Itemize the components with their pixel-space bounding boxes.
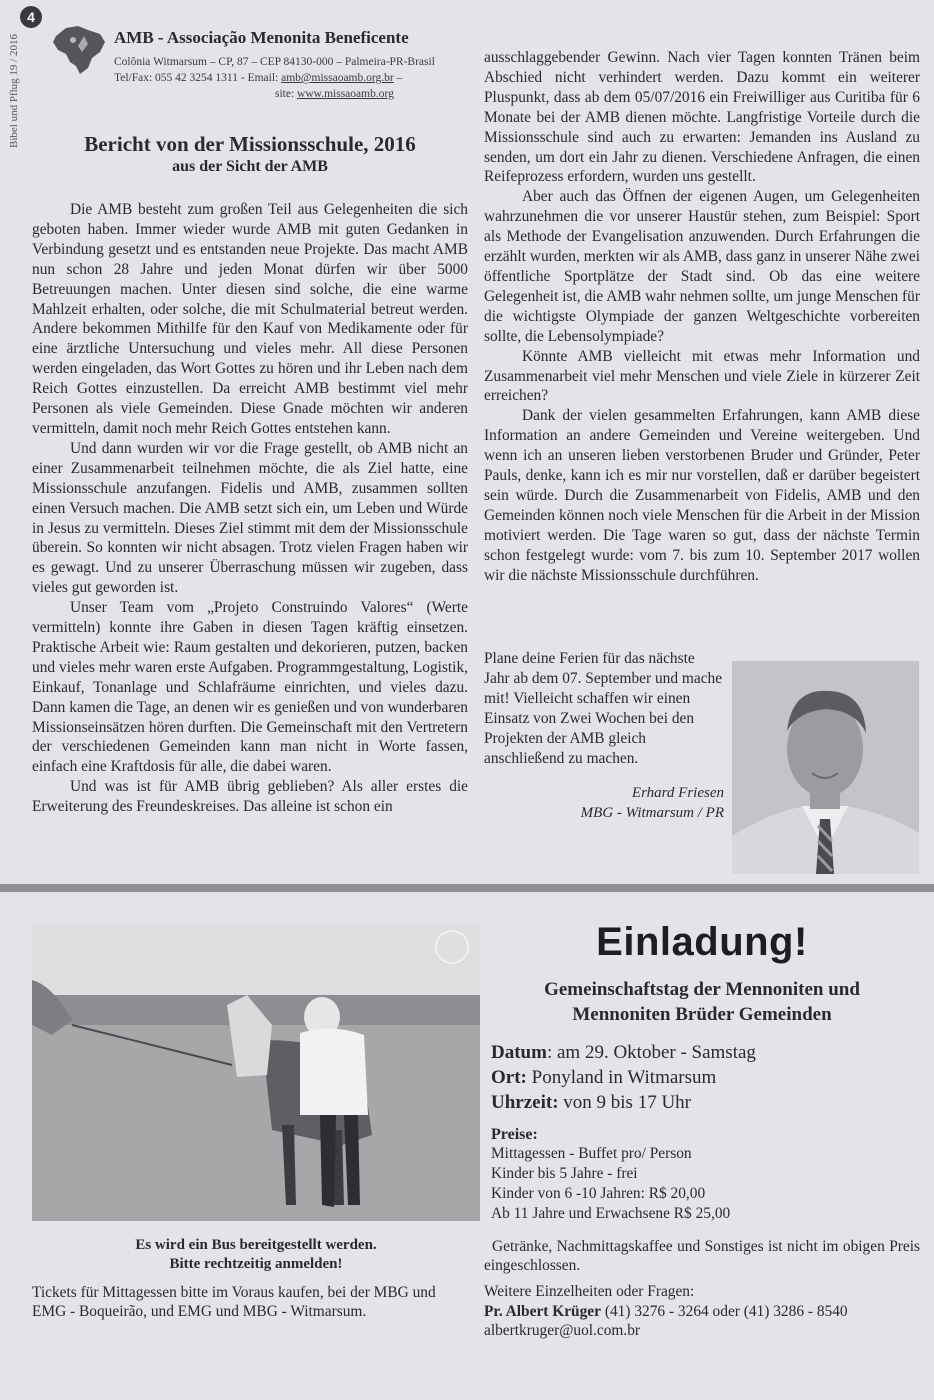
contact-line	[484, 1303, 848, 1321]
price-item: Kinder bis 5 Jahre - frei	[491, 1165, 638, 1182]
site-prefix: site:	[275, 88, 298, 100]
paragraph: Könnte AMB vielleicht mit etwas mehr Information und Zusammenarbeit viel mehr Menschen und viele Ziele in kürzerer Zeit erreichen?	[484, 347, 920, 405]
paragraph: Und was ist für AMB übrig geblieben? Als aller erstes die Erweiterung des Freundeskreises. Das alleine ist schon ein	[32, 778, 468, 816]
event-place	[491, 1067, 716, 1089]
invitation-heading: Einladung!	[596, 920, 808, 964]
paragraph: Die AMB besteht zum großen Teil aus Gelegenheiten die sich geboten haben. Immer wieder wurde AMB mit guten Gedanken in Verbindung gesetzt und es entstanden neue Projekte. Das macht AMB nun schon 28 Jahre und jeden Monat dürfen wir über 5000 Betreuungen machen. Unter diesen sind solche, die eine warme Mahlzeit erhalten, oder solche, die mit Schulmaterial betreut werden. Andere bekommen Mithilfe für den Kauf von Medikamente oder für eine ärztliche Untersuchung und vieles mehr. All diese Personen werden eingeladen, das Wort Gottes zu hören und ihr Leben nach dem Reich Gottes einzustellen. Da erreicht AMB bestimmt viel mehr Personen als viele Gemeinden. Diese Gnade möchten wir anderen vermitteln, damit noch mehr Reich Gottes entstehen kann.	[32, 201, 468, 437]
date-label: Datum	[491, 1042, 547, 1063]
paragraph: ausschlaggebender Gewinn. Nach vier Tagen konnten Tränen beim Abschied nicht verhindert werden. Dazu kommt ein weiterer Pluspunkt, dass ab dem 05/07/2016 ein Freiwilliger aus Curitiba für 6 Monate bei der AMB dienen möchte. Langfristige Vorteile durch die Missionsschule sind auch zu erwarten: Jemanden ins Ausland zu senden, um dort ein Jahr zu dienen. Verschiedene Anfragen, die einen Reifeprozess erfordern, wurden uns gestellt.	[484, 49, 920, 186]
invitation-subheading-1: Gemeinschaftstag der Mennoniten und	[544, 979, 860, 1000]
event-time	[491, 1092, 691, 1114]
time-value: von 9 bis 17 Uhr	[558, 1092, 692, 1113]
prices-note: Getränke, Nachmittagskaffee und Sonstiges ist nicht im obigen Preis eingeschlossen.	[484, 1238, 920, 1274]
page-number: 4	[20, 6, 42, 28]
article-subtitle: aus der Sicht der AMB	[172, 158, 328, 175]
place-label: Ort:	[491, 1067, 527, 1088]
event-date	[491, 1042, 756, 1064]
section-divider	[0, 884, 934, 892]
bus-notice-line2: Bitte rechtzeitig anmelden!	[169, 1256, 343, 1272]
contact-phones: (41) 3276 - 3264 oder (41) 3286 - 8540	[600, 1303, 848, 1320]
paragraph: Dank der vielen gesammelten Erfahrungen, kann AMB diese Information an andere Gemeinden und Vereine weitergeben. Und wenn ich an unseren lieben verstorbenen Bruder und Gründer, Peter Pauls, denke, kann ich es mir nur vorstellen, daß er darüber begeistert sein würde. Durch die Zusammenarbeit von Fidelis, AMB und den Gemeinden können noch viele Menschen für die Arbeit in der Mission motiviert werden. Die Tage waren so gut, dass der nächste Termin schon festgelegt wurde: vom 7. bis zum 10. September 2017 wollen wir die nächste Missionsschule durchführen.	[484, 407, 920, 584]
price-item: Kinder von 6 -10 Jahren: R$ 20,00	[491, 1185, 706, 1202]
place-value: Ponyland in Witmarsum	[526, 1067, 717, 1088]
author-portrait	[732, 661, 919, 874]
bus-notice-line1: Es wird ein Bus bereitgestellt werden.	[135, 1237, 377, 1253]
org-contact	[114, 72, 402, 84]
price-item: Mittagessen - Buffet pro/ Person	[491, 1145, 692, 1162]
author-affiliation: MBG - Witmarsum / PR	[580, 805, 724, 821]
closing-text: Plane deine Ferien für das nächste Jahr ab dem 07. September und mache mit! Vielleicht schaffen wir einen Einsatz von Zwei Wochen bei den Projekten der AMB gleich anschließend zu machen.	[484, 650, 723, 767]
org-site	[275, 88, 394, 100]
date-value: : am 29. Oktober - Samstag	[546, 1042, 756, 1063]
running-title	[2, 30, 22, 150]
running-title-text: Bibel und Pflug 19 / 2016	[8, 34, 20, 148]
author-name: Erhard Friesen	[631, 785, 724, 801]
contact-intro: Weitere Einzelheiten oder Fragen:	[484, 1283, 695, 1300]
paragraph: Aber auch das Öffnen der eigenen Augen, um Gelegenheiten wahrzunehmen die vor unserer Haustür stehen, zum Beispiel: Sport als Methode der Evangelisation anzuwenden. Durch Erfahrungen die erzählt wurden, merkten wir als AMB, dass ganz in unserer Nähe zwei öffentliche Sportplätze der Stadt sind. Ob das eine weitere Gelegenheit ist, die AMB wahr nehmen sollte, um junge Menschen für die wichtigste Olympiade der ganzen Weltgeschichte vorbereiten sollte, die Lebensolympiade?	[484, 188, 920, 345]
contact-email[interactable]: albertkruger@uol.com.br	[484, 1322, 641, 1339]
article-title: Bericht von der Missionsschule, 2016	[84, 132, 416, 156]
price-item: Ab 11 Jahre und Erwachsene R$ 25,00	[491, 1205, 731, 1222]
invitation-subheading-2: Mennoniten Brüder Gemeinden	[572, 1004, 832, 1025]
pony-photo	[32, 925, 480, 1221]
contact-suffix: –	[393, 72, 403, 84]
paragraph: Und dann wurden wir vor die Frage gestellt, ob AMB nicht an einer Zusammenarbeit teilnehmen möchte, die als Ziel hatte, eine Missionsschule anzufangen. Fidelis und AMB, zusammen sollten einen Versuch machen. Die AMB setzt sich ein, um Leben und Würde in Jesus zu vermitteln. Dieses Ziel stimmt mit dem der Missionsschule überein. So konnten wir nicht absagen. Trotz vielen Fragen haben wir es gewagt. Und zu unserer Überraschung müssen wir zugeben, dass vieles gut geworden ist.	[32, 439, 468, 597]
amb-logo	[48, 22, 108, 77]
article-right-column	[484, 48, 920, 585]
tickets-note: Tickets für Mittagessen bitte im Voraus kaufen, bei der MBG und EMG - Boqueirão, und EMG und MBG - Witmarsum.	[32, 1284, 436, 1320]
prices-label: Preise:	[491, 1126, 538, 1143]
contact-prefix: Tel/Fax: 055 42 3254 1311 - Email:	[114, 72, 282, 84]
time-label: Uhrzeit:	[491, 1092, 559, 1113]
org-address: Colônia Witmarsum – CP, 87 – CEP 84130-000 – Palmeira-PR-Brasil	[114, 56, 435, 68]
contact-name: Pr. Albert Krüger	[484, 1303, 601, 1320]
site-link[interactable]: www.missaoamb.org	[297, 88, 394, 100]
paragraph: Unser Team vom „Projeto Construindo Valores“ (Werte vermitteln) konnte ihre Gaben in diesen Tagen kräftig einsetzen. Praktische Arbeit wie: Raum gestalten und dekorieren, putzen, backen und vieles mehr waren erste Aufgaben. Programmgestaltung, Logistik, Einkauf, Tonanlage und Schlafräume einrichten, und vieles dazu. Dann kamen die Tage, an denen wir es genießen und von wunderbaren Missionseinsätzen hören durften. Die Gemeinschaft mit den Vertretern der verschiedenen Gemeinden kann man nicht in Worte fassen, einfach eine Kraftdosis für alle, die dabei waren.	[32, 599, 468, 776]
article-left-column	[32, 200, 468, 817]
email-link[interactable]: amb@missaoamb.org.br	[281, 72, 394, 84]
org-name: AMB - Associação Menonita Beneficente	[114, 28, 409, 47]
